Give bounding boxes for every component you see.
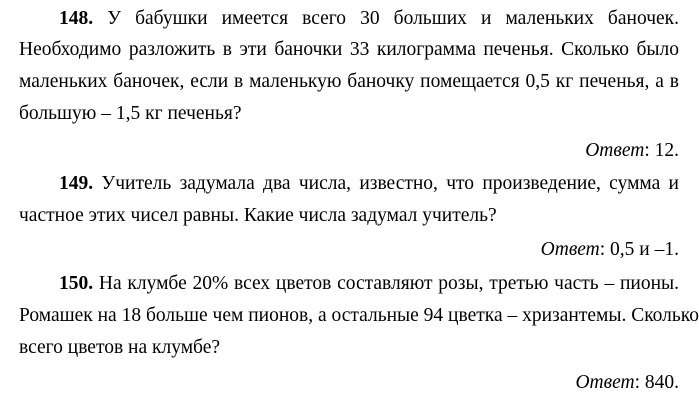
problem-148-line-1 <box>19 7 679 31</box>
problem-150-number: 150. <box>59 273 94 294</box>
problem-149-number: 149. <box>59 173 94 194</box>
problem-150-line-3: всего цветов на клумбе? <box>19 337 221 358</box>
problem-150-text-1: На клумбе 20% всех цветов составляют розы, третью часть – пионы. <box>98 273 679 294</box>
problem-149-text-1: Учитель задумала два числа, известно, что произведение, сумма и <box>101 173 679 194</box>
answer-value: : 0,5 и –1. <box>599 239 679 260</box>
answer-label: Ответ <box>585 140 645 161</box>
problem-150-line-2: Ромашек на 18 больше чем пионов, а остальные 94 цветка – хризантемы. Сколько <box>19 305 699 326</box>
problem-150-line-1 <box>19 272 679 296</box>
problem-148-line-4: большую – 1,5 кг печенья? <box>19 103 242 124</box>
answer-value: : 840. <box>634 372 679 393</box>
problem-148-text-1: У бабушки имеется всего 30 больших и маленьких баночек. <box>107 8 680 29</box>
problem-150-answer <box>575 371 679 395</box>
problem-149-line-1 <box>19 172 679 196</box>
answer-value: : 12. <box>644 140 679 161</box>
problem-148-line-2: Необходимо разложить в эти баночки 33 килограмма печенья. Сколько было <box>19 39 679 60</box>
problem-149-line-2: частное этих чисел равны. Какие числа задумал учитель? <box>19 205 497 226</box>
answer-label: Ответ <box>575 372 635 393</box>
problem-148-line-3: маленьких баночек, если в маленькую баночку помещается 0,5 кг печенья, а в <box>19 71 679 92</box>
problem-148-answer <box>585 139 679 163</box>
problem-148-number: 148. <box>59 8 94 29</box>
problem-149-answer <box>541 238 679 262</box>
answer-label: Ответ <box>540 239 600 260</box>
